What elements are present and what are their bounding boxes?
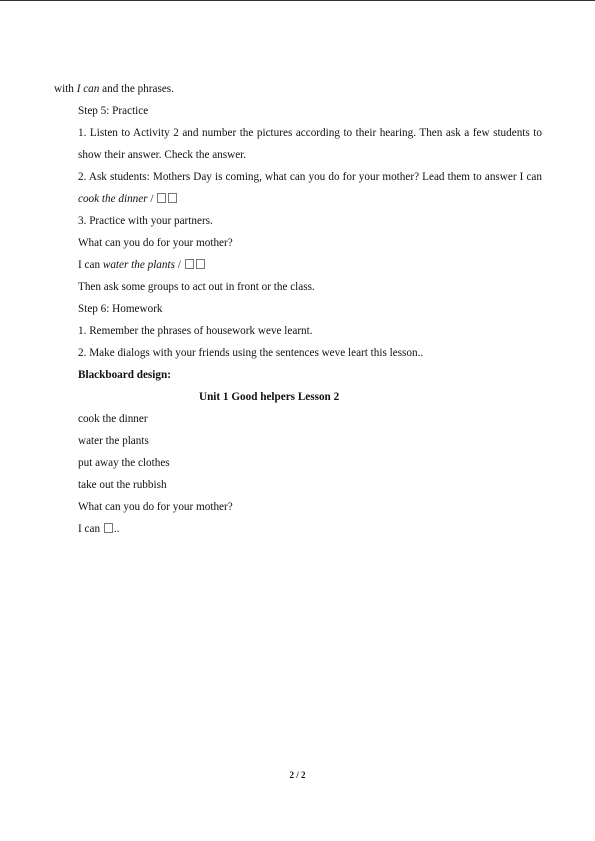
text: 1. Remember the phrases of housework we	[78, 325, 271, 337]
text: I can	[78, 259, 103, 271]
missing-glyph-box	[185, 259, 194, 269]
text-line: What can you do for your mother?	[78, 501, 233, 513]
missing-glyph-box	[196, 259, 205, 269]
italic-text: water the plants	[102, 259, 175, 271]
document-body	[54, 78, 542, 540]
text-line: 3. Practice with your partners.	[78, 215, 213, 227]
missing-glyph-box	[168, 193, 177, 203]
text: I can	[78, 523, 103, 535]
paragraph	[54, 166, 542, 210]
text: and the phrases.	[99, 83, 174, 95]
text: 2. Make dialogs with your friends using the sentences we	[78, 347, 335, 359]
text: ..	[113, 523, 120, 535]
text: 2. Ask students: Mother	[78, 171, 186, 183]
text-line	[54, 518, 542, 540]
list-item	[54, 342, 542, 364]
italic-text: I can	[76, 83, 100, 95]
text: ve learnt.	[270, 325, 313, 337]
step-heading: Step 6: Homework	[78, 303, 163, 315]
missing-glyph-box	[104, 523, 113, 533]
italic-text: cook the dinner	[78, 193, 148, 205]
section-heading: Blackboard design:	[78, 369, 171, 381]
text: /	[147, 193, 157, 205]
text-line	[54, 254, 542, 276]
step-heading: Step 5: Practice	[78, 105, 149, 117]
list-item: water the plants	[78, 435, 149, 447]
top-rule	[0, 0, 595, 1]
text-line	[54, 78, 542, 100]
blackboard-title: Unit 1 Good helpers Lesson 2	[199, 391, 340, 403]
text: with	[54, 83, 77, 95]
text-line: What can you do for your mother?	[78, 237, 233, 249]
list-item: cook the dinner	[78, 413, 148, 425]
list-item	[54, 320, 542, 342]
list-item: take out the rubbish	[78, 479, 167, 491]
text: /	[174, 259, 184, 271]
paragraph: 1. Listen to Activity 2 and number the pictures according to their hearing. Then ask a few students to show their answer. Check the answer.	[78, 127, 542, 161]
missing-glyph-box	[157, 193, 166, 203]
list-item: put away the clothes	[78, 457, 170, 469]
text: ve leart this lesson..	[334, 347, 424, 359]
text-line: Then ask some groups to act out in front or the class.	[78, 281, 315, 293]
text: s Day is coming, what can you do for your mother? Lead them to answer I can	[185, 171, 542, 183]
page-number: 2 / 2	[289, 770, 306, 780]
